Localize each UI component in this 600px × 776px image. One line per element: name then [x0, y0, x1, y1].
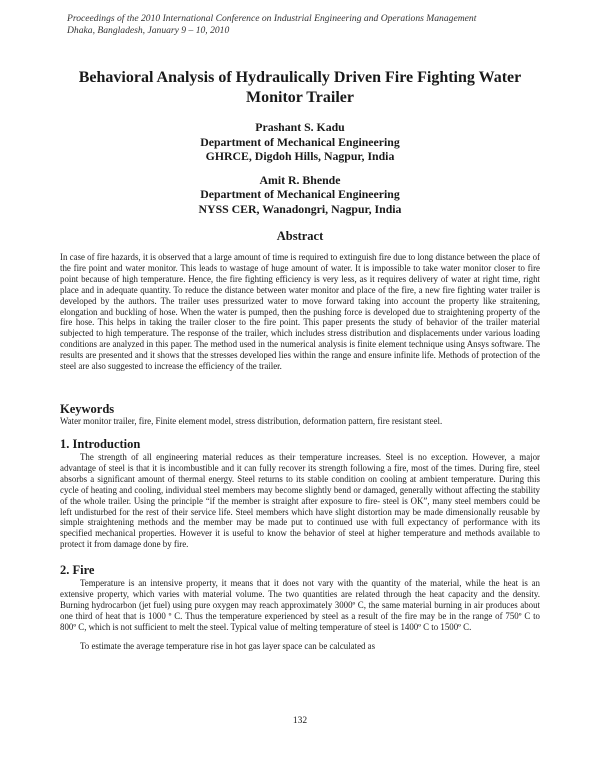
- author-department: Department of Mechanical Engineering: [200, 187, 400, 202]
- proceedings-line: Proceedings of the 2010 International Conference on Industrial Engineering and Operations Management: [67, 13, 477, 24]
- proceedings-header: [67, 13, 547, 36]
- author-block: [60, 120, 540, 164]
- page-number: 132: [292, 716, 308, 726]
- abstract-heading: Abstract: [276, 229, 324, 243]
- author-institution: GHRCE, Digdoh Hills, Nagpur, India: [205, 149, 395, 164]
- introduction-heading: 1. Introduction: [60, 437, 141, 451]
- fire-text-continued: To estimate the average temperature rise in hot gas layer space can be calculated as: [80, 641, 376, 651]
- author-name: Prashant S. Kadu: [255, 120, 345, 134]
- fire-heading: 2. Fire: [60, 563, 95, 577]
- author-list: [60, 120, 540, 217]
- keywords-heading: Keywords: [60, 402, 115, 416]
- author-block: [60, 173, 540, 217]
- introduction-text: The strength of all engineering material reduces as their temperature increases. Steel is no exception. However, a major advantage of steel is that it is incombustible and it can fully recover its strength following a fire, most of the times. During fire, steel absorbs a significant amount of thermal energy. Steel returns to its stable condition on cooling at ambient temperature. During this cycle of heating and cooling, individual steel members may become slightly bend or damaged, generally without affecting the stability of the whole trailer. Using the principle “if the member is straight after exposure to fire- steel is OK”, many steel members could be left undisturbed for the rest of their service life. Steel members which have slight distortion may be made dimensionally reusable by simple straightening methods and the member may be made put to continued use with full expectancy of performance with its specified mechanical properties. However it is useful to know the behavior of steel at higher temperature and methods available to protect it from damage done by fire.: [60, 452, 540, 550]
- author-department: Department of Mechanical Engineering: [200, 134, 400, 149]
- proceedings-location-date: Dhaka, Bangladesh, January 9 – 10, 2010: [67, 24, 230, 36]
- fire-text: Temperature is an intensive property, it means that it does not vary with the quantity of the material, while the heat is an extensive property, which varies with material volume. The two quantities are related through the heat capacity and the density. Burning hydrocarbon (jet fuel) using pure oxygen may reach approximately 3000º C, the same material burning in air produces about one third of heat that is 1000 º C. Thus the temperature experienced by steel as a result of the fire may be in the range of 750º C to 800º C, which is not sufficient to melt the steel. Typical value of melting temperature of steel is 1400º C to 1500º C.: [60, 578, 540, 632]
- author-institution: NYSS CER, Wanadongri, Nagpur, India: [198, 201, 402, 216]
- paper-title: Behavioral Analysis of Hydraulically Driven Fire Fighting Water Monitor Trailer: [78, 69, 522, 106]
- keywords-text: Water monitor trailer, fire, Finite element model, stress distribution, deformation pattern, fire resistant steel.: [60, 416, 443, 426]
- abstract-text: In case of fire hazards, it is observed that a large amount of time is required to extinguish fire due to long distance between the place of the fire point and water monitor. This leads to wastage of huge amount of water. It is impossible to take water monitor closer to fire point because of high temperature. Hence, the fire fighting efficiency is very less, as it requires delivery of water at right time, right place and in adequate quantity. To reduce the distance between water monitor and place of the fire, a new fire fighting water trailer is developed by the authors. The trailer uses pressurized water to move forward taking into account the property like straitening, elongation and buckling of hose. When the water is pumped, then the pushing force is developed due to straightening property of the fire hose. This helps in taking the trailer closer to the fire point. This paper presents the study of behavior of the trailer material subjected to high temperature. The response of the trailer, which includes stress distribution and displacements under various loading conditions are analyzed in this paper. The method used in the numerical analysis is finite element technique using Ansys software. The results are presented and it shows that the stresses developed lies within the range and ensure infinite life. Methods of protection of the steel are also suggested to increase the efficiency of the trailer.: [60, 252, 540, 372]
- author-name: Amit R. Bhende: [259, 172, 341, 187]
